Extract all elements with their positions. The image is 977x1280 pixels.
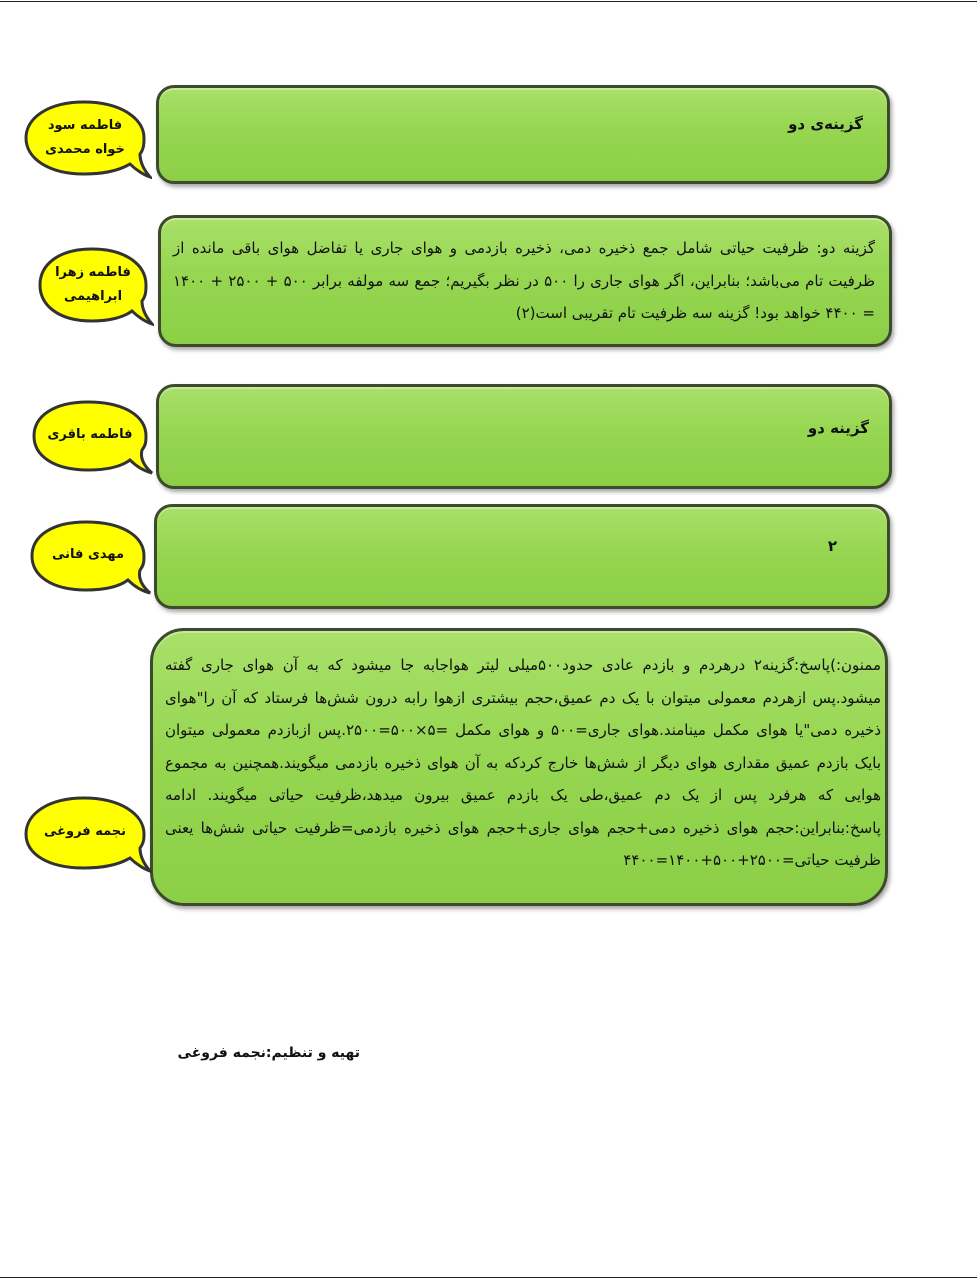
answer-text: گزینه‌ی دو xyxy=(788,115,863,133)
speech-bubble-2 xyxy=(36,245,154,329)
answer-box-1 xyxy=(156,85,890,184)
answer-text: ممنون:)پاسخ:گزینه۲ درهردم و بازدم عادی حدود۵۰۰میلی لیتر هواجابه جا میشود که به آن هوای جاری گفته میشود.پس ازهردم معمولی میتوان با یک دم عمیق،حجم بیشتری ازهوا رابه درون شش‌ها فرستاد که آن را"هوای ذخیره دمی"یا هوای مکمل مینامند.هوای جاری=۵۰۰ و هوای مکمل =۵×۵۰۰=۲۵۰۰.پس ازبازدم معمولی میتوان بایک بازدم عمیق مقداری هوای دیگر از شش‌ها خارج کردکه به آن هوای ذخیره بازدمی میگویند.همچنین به مجموع هوایی که هرفرد پس از یک دم عمیق،طی یک بازدم عمیق بیرون میدهد،ظرفیت حیاتی میگویند. ادامه پاسخ:بنابراین:حجم هوای ذخیره دمی+حجم هوای جاری+حجم هوای ذخیره بازدمی=ظرفیت حیاتی شش‌ها یعنی ظرفیت حیاتی=۲۵۰۰+۵۰۰+۱۴۰۰=۴۴۰۰ xyxy=(165,656,881,869)
footer-credit: تهیه و تنظیم:نجمه فروغی xyxy=(177,1045,360,1061)
author-name: مهدی فانی xyxy=(52,547,125,562)
speech-bubble-4 xyxy=(28,518,152,598)
answer-text: ۲ xyxy=(827,537,837,555)
author-name: نجمه فروغی xyxy=(43,824,127,839)
author-name: فاطمه باقری xyxy=(47,427,133,442)
answer-box-5 xyxy=(150,628,888,906)
answer-box-3 xyxy=(156,384,892,489)
speech-bubble-3 xyxy=(30,398,154,478)
answer-text: گزینه دو xyxy=(807,419,869,437)
answer-text: گزینه دو: ظرفیت حیاتی شامل جمع ذخیره دمی، ذخیره بازدمی و هوای جاری یا تفاضل هوای باقی مانده از ظرفیت تام می‌باشد؛ بنابراین، اگر هوای جاری را ۵۰۰ در نظر بگیریم؛ جمع سه مولفه برابر ۵۰۰ + ۲۵۰۰ + ۱۴۰۰ = ۴۴۰۰ خواهد بود! گزینه سه ظرفیت تام تقریبی است(۲) xyxy=(173,239,876,322)
bottom-rule xyxy=(0,1277,977,1278)
top-rule xyxy=(0,1,977,2)
speech-bubble-1 xyxy=(22,98,152,182)
answer-box-4 xyxy=(154,504,890,609)
answer-box-2 xyxy=(158,215,892,347)
author-name: فاطمه سود خواه محمدی xyxy=(45,118,125,157)
speech-bubble-5 xyxy=(22,794,152,876)
author-name: فاطمه زهرا ابراهیمی xyxy=(55,265,131,304)
